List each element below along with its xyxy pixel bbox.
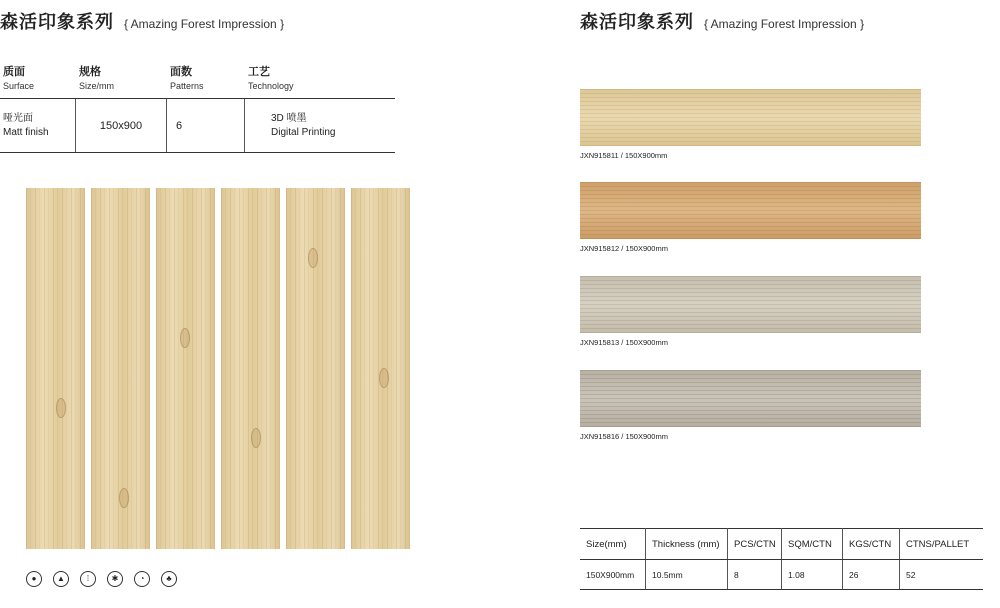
series-title-en-right: { Amazing Forest Impression } <box>704 17 865 31</box>
pack-value: 150X900mm <box>580 560 646 590</box>
spec-table-row <box>0 99 395 153</box>
pack-header: CTNS/PALLET <box>900 529 984 560</box>
pack-value: 52 <box>900 560 984 590</box>
plank-4 <box>221 188 280 549</box>
tile-image <box>580 370 921 427</box>
plank-5 <box>286 188 345 549</box>
header-size: 规格 Size/mm <box>79 66 115 91</box>
fire-resistant-icon: ▲ <box>53 571 69 587</box>
header-surface: 质面 Surface <box>3 66 35 91</box>
pack-header: Size(mm) <box>580 529 646 560</box>
tile-image <box>580 182 921 239</box>
plank-preview <box>26 188 410 549</box>
series-title-cn: 森活印象系列 <box>0 12 114 33</box>
tile-image <box>580 276 921 333</box>
tile-swatch-4 <box>580 370 921 441</box>
cell-size: 150x900 <box>76 99 167 152</box>
spec-table <box>0 62 395 153</box>
pack-header: SQM/CTN <box>782 529 843 560</box>
eco-tree-icon: ♣ <box>161 571 177 587</box>
frost-resistant-icon: ● <box>26 571 42 587</box>
easy-clean-icon: ◔ <box>134 571 150 587</box>
right-title <box>580 8 864 34</box>
tile-image <box>580 89 921 146</box>
pack-header: PCS/CTN <box>728 529 782 560</box>
tile-swatch-1 <box>580 89 921 160</box>
feature-icons <box>26 571 177 587</box>
cell-technology: 3D 喷墨 Digital Printing <box>271 112 336 138</box>
plank-2 <box>91 188 150 549</box>
tile-code: JXN915812 / 150X900mm <box>580 244 668 253</box>
tile-code: JXN915811 / 150X900mm <box>580 151 668 160</box>
spec-table-header <box>0 62 395 99</box>
tile-swatch-3 <box>580 276 921 347</box>
pack-header: Thickness (mm) <box>646 529 728 560</box>
header-patterns: 面数 Patterns <box>170 66 204 91</box>
cell-patterns: 6 <box>167 99 245 152</box>
tile-code: JXN915816 / 150X900mm <box>580 432 668 441</box>
anti-slip-icon: ⁞ <box>80 571 96 587</box>
tile-swatch-2 <box>580 182 921 253</box>
packing-table-row <box>580 560 983 590</box>
header-technology: 工艺 Technology <box>248 66 294 91</box>
pack-value: 26 <box>843 560 900 590</box>
series-title-cn-right: 森活印象系列 <box>580 12 694 33</box>
pack-header: KGS/CTN <box>843 529 900 560</box>
snowflake-icon: ✱ <box>107 571 123 587</box>
packing-table-header <box>580 529 983 560</box>
plank-3 <box>156 188 215 549</box>
series-title-en: { Amazing Forest Impression } <box>124 17 285 31</box>
pack-value: 10.5mm <box>646 560 728 590</box>
pack-value: 1.08 <box>782 560 843 590</box>
packing-table <box>580 528 983 590</box>
pack-value: 8 <box>728 560 782 590</box>
left-title <box>0 8 284 34</box>
plank-1 <box>26 188 85 549</box>
cell-surface: 哑光面 Matt finish <box>0 99 76 152</box>
tile-code: JXN915813 / 150X900mm <box>580 338 668 347</box>
plank-6 <box>351 188 410 549</box>
